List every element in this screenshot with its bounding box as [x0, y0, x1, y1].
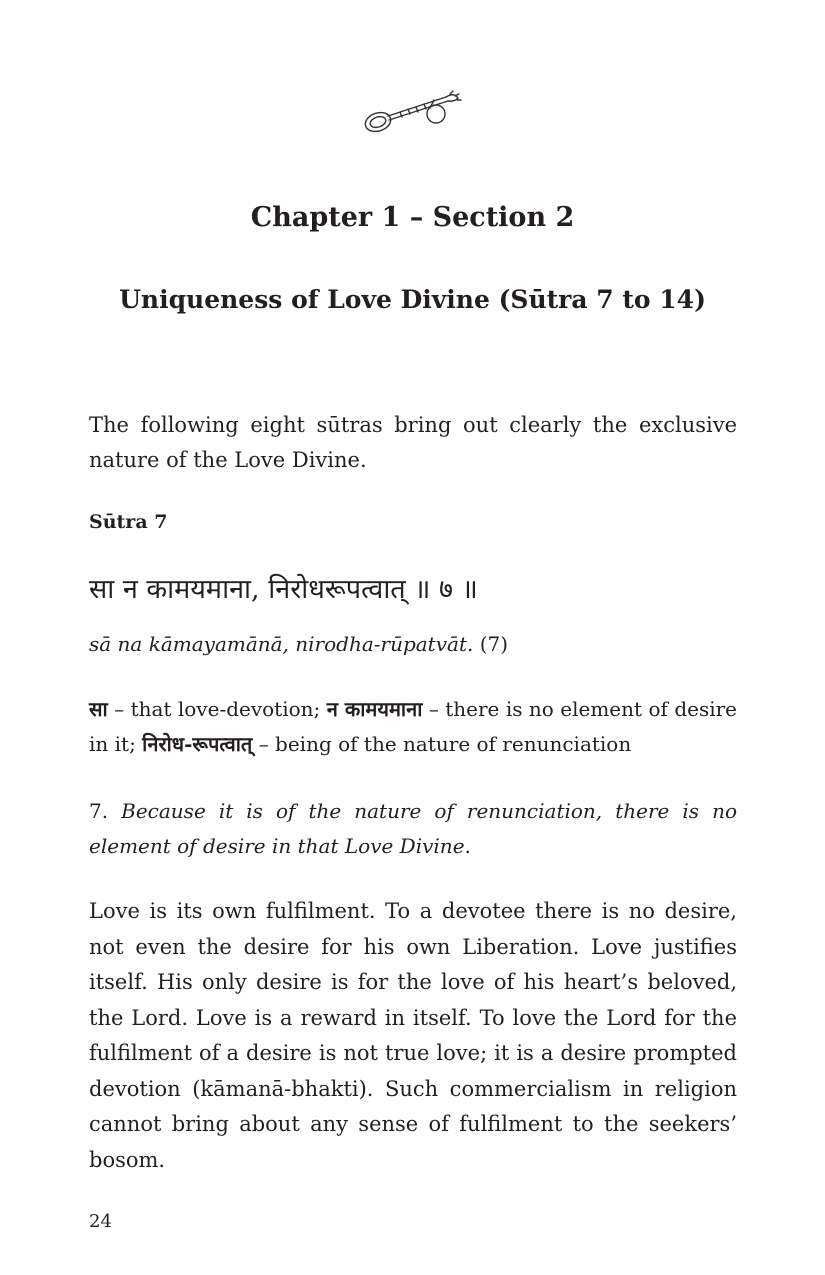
page-number: 24: [89, 1211, 112, 1232]
word-meaning-sanskrit: सा: [89, 697, 108, 721]
translation-number: 7.: [89, 799, 109, 823]
section-title: Uniqueness of Love Divine (Sūtra 7 to 14): [119, 285, 706, 314]
word-meaning-gloss: – there is no element of desire in it;: [89, 697, 738, 756]
sanskrit-verse: सा न कामयमाना, निरोधरूपत्वात् ॥ ७ ॥: [89, 574, 478, 605]
word-meaning-sanskrit: निरोध-रूपत्वात्: [142, 732, 253, 756]
commentary-paragraph: Love is its own fulfilment. To a devotee there is no desire, not even the desire for his own Liberation. Love justifies itself. His only desire is for the love of his heart’s beloved, the Lord. Love is a reward in itself. To love the Lord for the fulfilment of a desire is not true love; it is a desire prompted devotion (kāmanā-bhakti). Such commercialism in religion cannot bring about any sense of fulfilment to the seekers’ bosom.: [89, 899, 737, 1172]
word-meaning-gloss: – that love-devotion;: [114, 697, 321, 721]
translation: [89, 794, 737, 864]
verse-number: (7): [479, 632, 509, 656]
intro-paragraph: The following eight sūtras bring out clearly the exclusive nature of the Love Divine.: [89, 413, 737, 472]
veena-icon: [360, 88, 464, 140]
translation-text: Because it is of the nature of renunciation, there is no element of desire in that Love Divine.: [89, 799, 738, 858]
word-meaning-gloss: – being of the nature of renunciation: [258, 732, 632, 756]
transliteration-text: sā na kāmayamānā, nirodha-rūpatvāt.: [89, 632, 474, 656]
sutra-heading: Sūtra 7: [89, 511, 168, 533]
word-meanings: [89, 692, 737, 762]
chapter-heading: Chapter 1 – Section 2: [250, 202, 575, 233]
word-meaning-sanskrit: न कामयमाना: [326, 697, 423, 721]
transliteration: [89, 628, 737, 660]
